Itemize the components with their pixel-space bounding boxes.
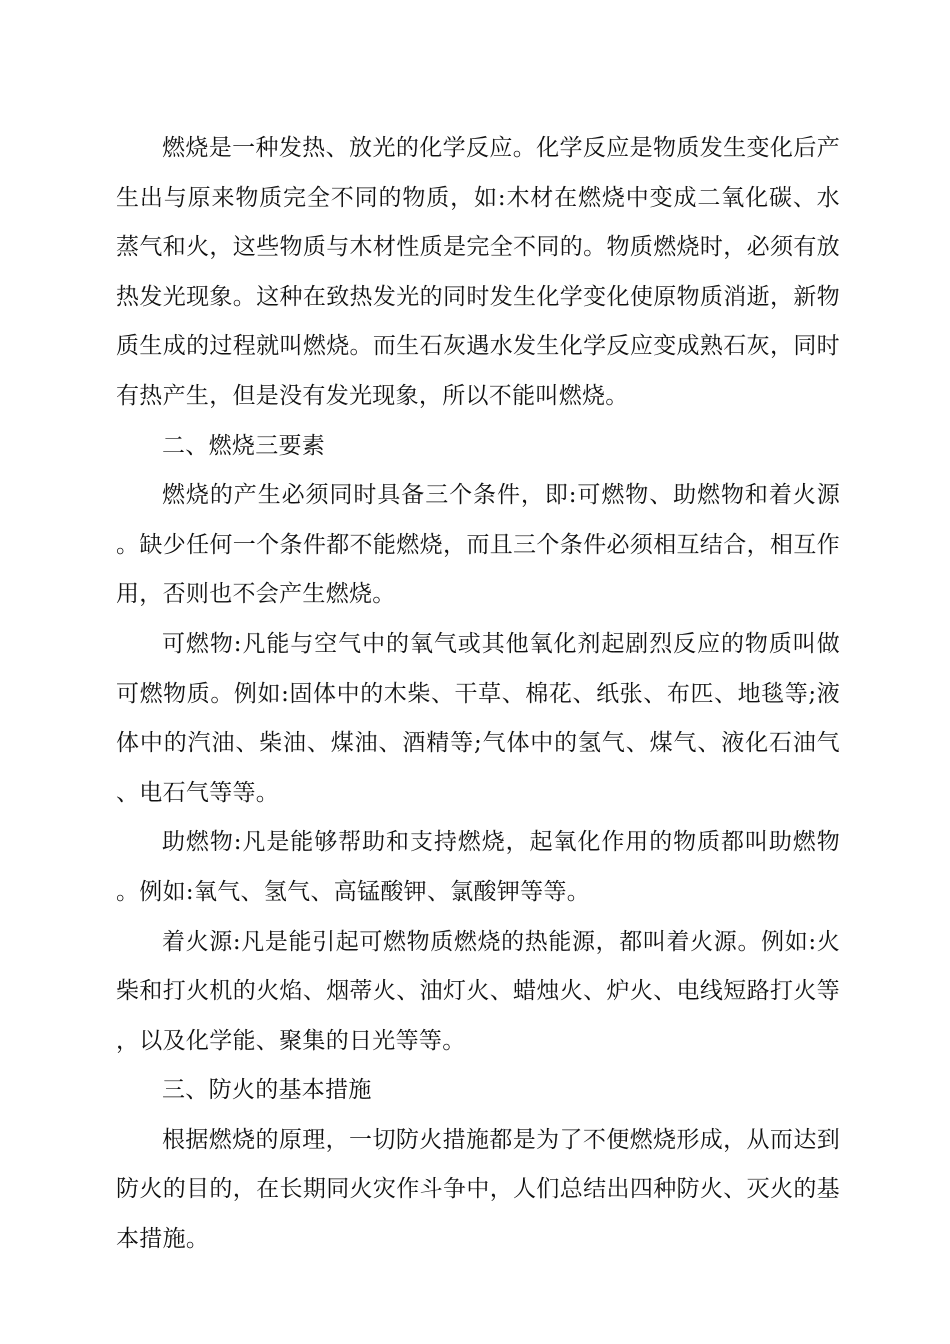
paragraph-oxidizers: 助燃物:凡是能够帮助和支持燃烧，起氧化作用的物质都叫助燃物。例如:氧气、氢气、高锰酸钾、氯酸钾等等。: [116, 829, 840, 905]
document-body: [116, 124, 840, 1265]
paragraph-ignition-sources: 着火源:凡是能引起可燃物质燃烧的热能源，都叫着火源。例如:火柴和打火机的火焰、烟蒂火、油灯火、蜡烛火、炉火、电线短路打火等，以及化学能、聚集的日光等等。: [116, 928, 840, 1054]
paragraph-combustibles: 可燃物:凡能与空气中的氧气或其他氧化剂起剧烈反应的物质叫做可燃物质。例如:固体中的木柴、干草、棉花、纸张、布匹、地毯等;液体中的汽油、柴油、煤油、酒精等;气体中的氢气、煤气、液化石油气、电石气等等。: [116, 630, 840, 806]
paragraph-combustion-definition: 燃烧是一种发热、放光的化学反应。化学反应是物质发生变化后产生出与原来物质完全不同的物质，如:木材在燃烧中变成二氧化碳、水蒸气和火，这些物质与木材性质是完全不同的。物质燃烧时，必须有放热发光现象。这种在致热发光的同时发生化学变化使原物质消逝，新物质生成的过程就叫燃烧。而生石灰遇水发生化学反应变成熟石灰，同时有热产生，但是没有发光现象，所以不能叫燃烧。: [116, 135, 840, 409]
paragraph-prevention-principle: 根据燃烧的原理，一切防火措施都是为了不便燃烧形成，从而达到防火的目的，在长期同火灾作斗争中，人们总结出四种防火、灭火的基本措施。: [116, 1126, 840, 1253]
heading-fire-prevention-measures: 三、防火的基本措施: [162, 1077, 372, 1104]
heading-combustion-three-elements: 二、燃烧三要素: [162, 432, 326, 459]
paragraph-three-conditions: 燃烧的产生必须同时具备三个条件，即:可燃物、助燃物和着火源。缺少任何一个条件都不能燃烧，而且三个条件必须相互结合，相互作用，否则也不会产生燃烧。: [116, 482, 840, 608]
